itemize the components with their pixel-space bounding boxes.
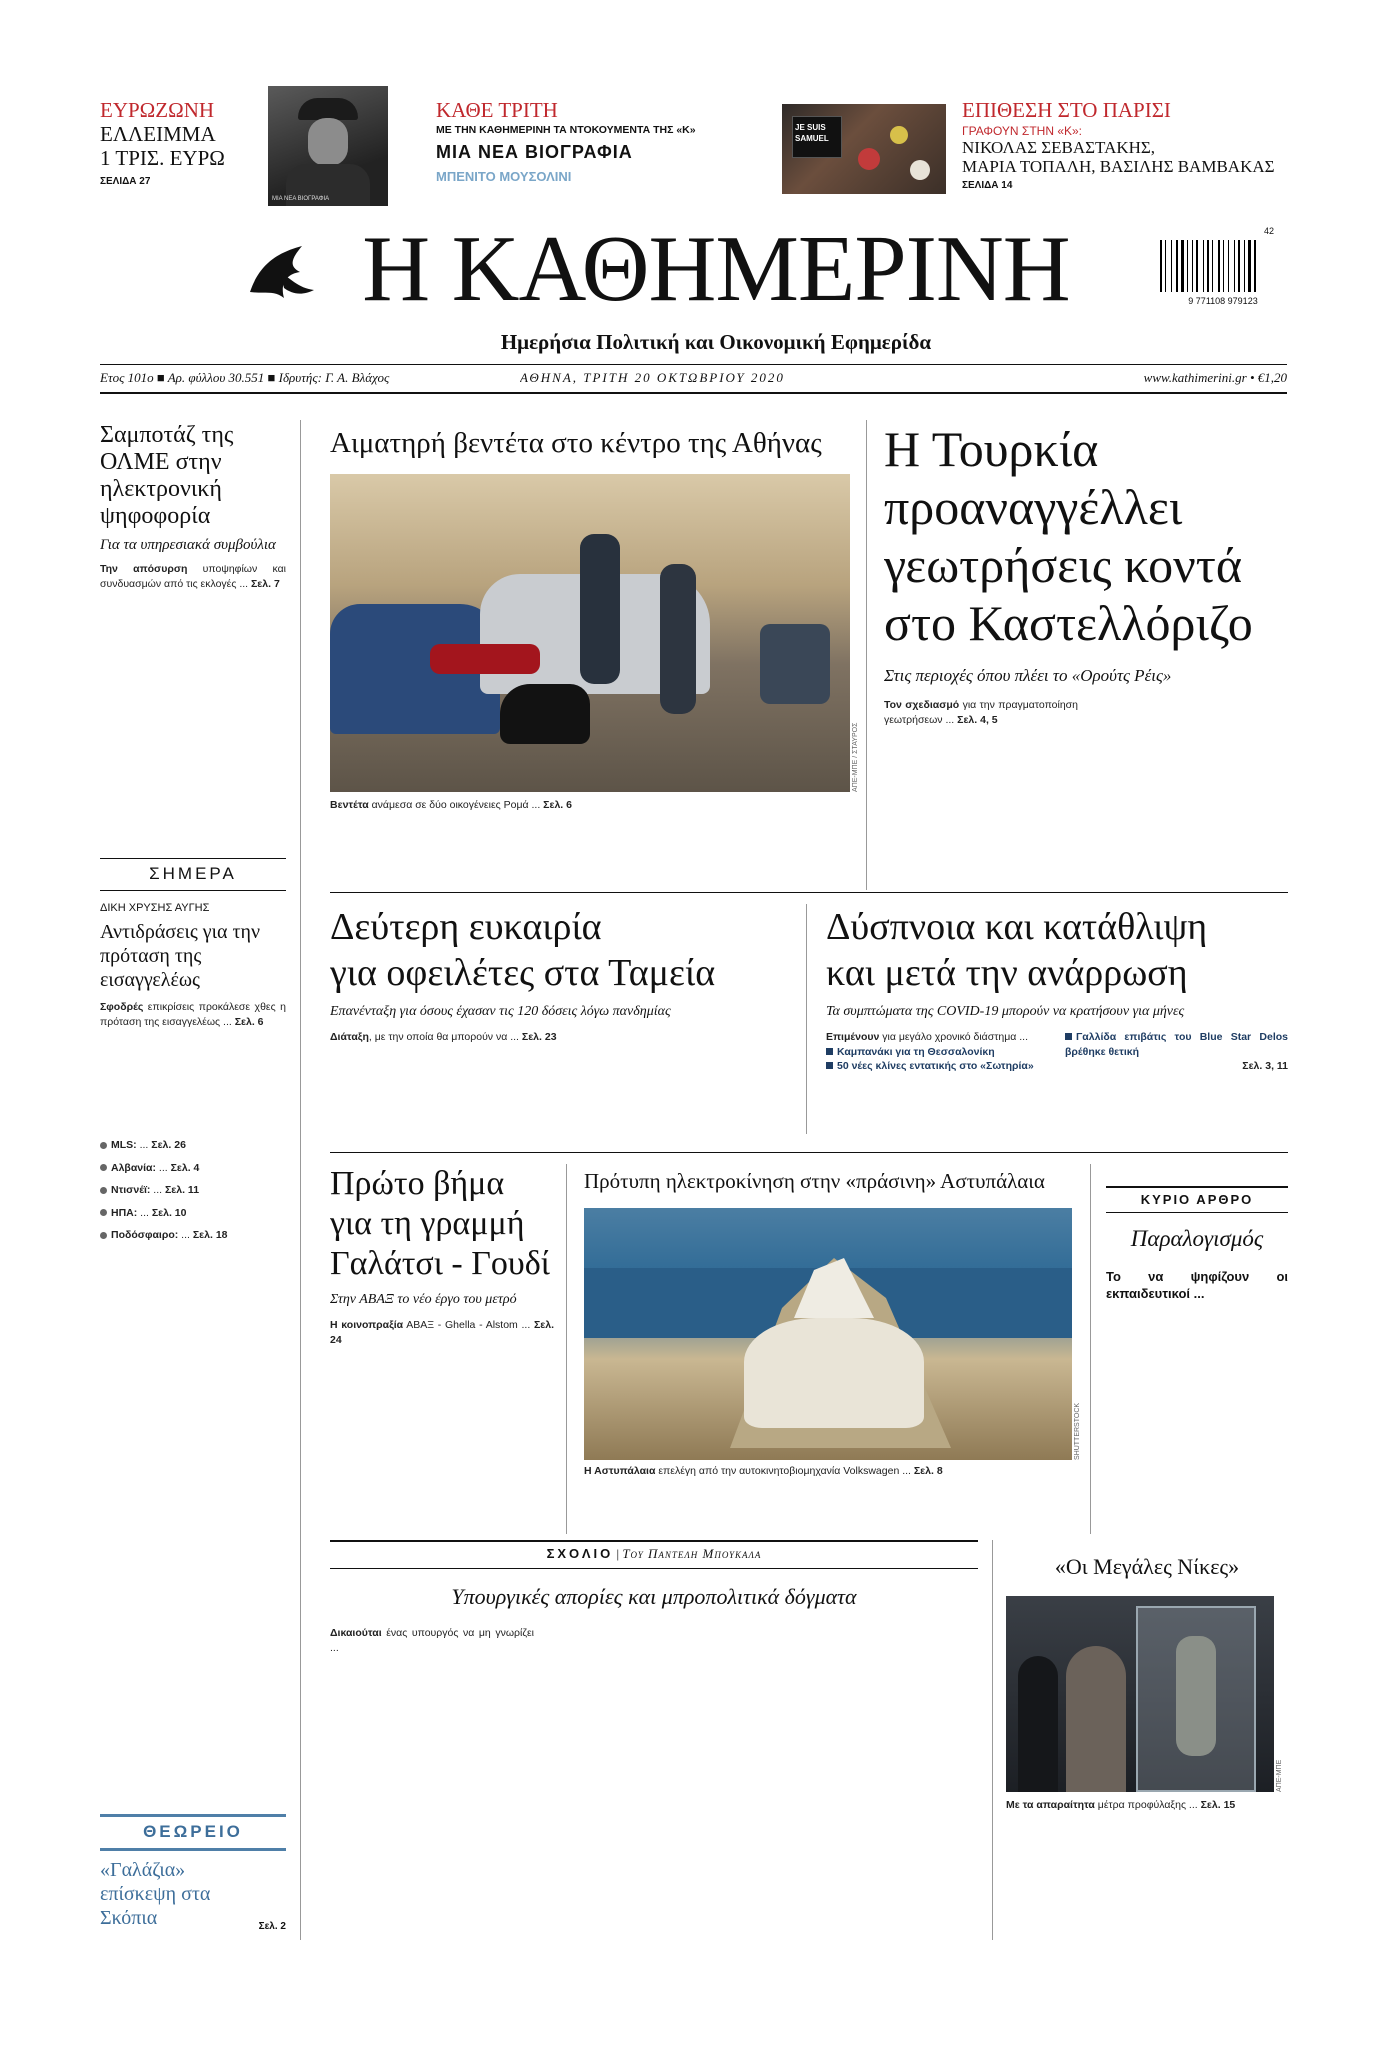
loans-story[interactable] [330, 904, 800, 1144]
issue-price: www.kathimerini.gr • €1,20 [1143, 370, 1287, 385]
story-headline: Δύσπνοια και κατάθλιψη [826, 906, 1208, 948]
story-subheadline: Στην ΑΒΑΞ το νέο έργο του μετρό [330, 1292, 517, 1307]
teaser-headline: 1 ΤΡΙΣ. ΕΥΡΩ [100, 146, 225, 170]
left-lead-story[interactable] [100, 422, 286, 842]
teaser-headline: ΜΙΑ ΝΕΑ ΒΙΟΓΡΑΦΙΑ [436, 142, 633, 162]
teaser-authors: ΝΙΚΟΛΑΣ ΣΕΒΑΣΤΑΚΗΣ, [962, 138, 1156, 157]
astypalaia-caption: Η Αστυπάλαια επελέγη από την αυτοκινητοβιομηχανία Volkswagen ... Σελ. 8 [584, 1465, 943, 1477]
teaser-sub: ΜΕ ΤΗΝ ΚΑΘΗΜΕΡΙΝΗ ΤΑ ΝΤΟΚΟΥΜΕΝΤΑ ΤΗΣ «Κ» [436, 124, 696, 136]
teaser-kicker: ΕΠΙΘΕΣΗ ΣΤΟ ΠΑΡΙΣΙ [962, 98, 1171, 122]
square-bullet-icon [1065, 1033, 1072, 1040]
story-headline: Αντιδράσεις για την πρόταση της εισαγγελέως [100, 921, 261, 991]
brief-item[interactable]: Ποδόσφαιρο: ... Σελ. 18 [100, 1228, 286, 1243]
square-bullet-icon [826, 1048, 833, 1055]
theoreio-story[interactable] [100, 1858, 286, 1938]
teaser-authors: ΜΑΡΙΑ ΤΟΠΑΛΗ, ΒΑΣΙΛΗΣ ΒΑΜΒΑΚΑΣ [962, 157, 1275, 176]
brief-item[interactable]: MLS: ... Σελ. 26 [100, 1138, 286, 1153]
museum-exhibition-image[interactable] [1006, 1596, 1274, 1792]
bullet-icon [100, 1164, 107, 1171]
brief-item[interactable]: Ντισνέϊ: ... Σελ. 11 [100, 1183, 286, 1198]
astypalaia-headline: Πρότυπη ηλεκτροκίνηση στην «πράσινη» Αστυπάλαια [584, 1169, 1045, 1193]
story-body: Διάταξη, με την οποία θα μπορούν να ... Σελ. 23 [330, 1031, 557, 1043]
vendetta-headline: Αιματηρή βεντέτα στο κέντρο της Αθήνας [330, 427, 822, 459]
issue-date: ΑΘΗΝΑ, ΤΡΙΤΗ 20 ΟΚΤΩΒΡΙΟΥ 2020 [520, 370, 785, 385]
metro-story[interactable] [330, 1164, 554, 1544]
story-subheadline: Για τα υπηρεσιακά συμβούλια [100, 537, 276, 553]
bullet-icon [100, 1142, 107, 1149]
story-headline: Πρώτο βήμα για τη γραμμή Γαλάτσι - Γουδί [330, 1165, 550, 1282]
book-cover-text: ΜΙΑ ΝΕΑ ΒΙΟΓΡΑΦΙΑ [272, 196, 330, 202]
bullet-icon [100, 1232, 107, 1239]
photo-credit: ΑΠΕ-ΜΠΕ [1276, 1759, 1283, 1792]
story-body: Σφοδρές επικρίσεις προκάλεσε χθες η πρόταση της εισαγγελέως ... Σελ. 6 [100, 1001, 286, 1028]
bullet-icon [100, 1187, 107, 1194]
story-body: Η κοινοπραξία ΑΒΑΞ - Ghella - Alstom ... Σελ. 24 [330, 1319, 554, 1346]
story-subheadline: Στις περιοχές όπου πλέει το «Ορούτς Ρέις» [884, 666, 1172, 685]
briefs-list [100, 1138, 286, 1778]
story-body: Την απόσυρση υποψηφίων και συνδυασμών από τις εκλογές ... Σελ. 7 [100, 563, 286, 590]
barcode [1160, 240, 1286, 310]
masthead-logo [240, 232, 324, 316]
barcode-issue: 42 [1264, 226, 1275, 236]
teaser-kicker: ΚΑΘΕ ΤΡΙΤΗ [436, 98, 558, 122]
paris-memorial-image[interactable] [782, 104, 946, 194]
barcode-number: 9 771108 979123 [1188, 296, 1258, 306]
book-cover-image[interactable] [268, 86, 388, 206]
teaser-name: ΜΠΕΝΙΤΟ ΜΟΥΣΟΛΙΝΙ [436, 169, 572, 184]
column-body: Δικαιούται ένας υπουργός να μη γνωρίζει ... [330, 1627, 534, 1654]
story-body: Επιμένουν για μεγάλο χρονικό διάστημα ... Καμπανάκι για τη Θεσσαλονίκη 50 νέες κλίνες εντατικής στο «Σωτηρία» Γαλλίδα επιβάτις του Blue Star Delos βρέθηκε θετική Σελ. 3, 11 [826, 1031, 1288, 1072]
editorial-label: ΚΥΡΙΟ ΑΡΘΡΟ [1140, 1192, 1254, 1207]
story-subheadline: Τα συμπτώματα της COVID-19 μπορούν να κρατήσουν για μήνες [826, 1004, 1185, 1019]
column-label: ΣΧΟΛΙΟ [546, 1546, 614, 1561]
masthead-title: Η ΚΑΘΗΜΕΡΙΝΗ [362, 217, 1070, 321]
teaser-page-ref: ΣΕΛΙΔΑ 14 [962, 180, 1013, 191]
story-headline: Σαμποτάζ της ΟΛΜΕ στην ηλεκτρονική ψηφοφορία [100, 422, 234, 529]
trial-story[interactable] [100, 902, 286, 1142]
story-headline: Η Τουρκία προαναγγέλλει γεωτρήσεις κοντά στο Καστελλόριζο [884, 421, 1253, 651]
brief-item[interactable]: ΗΠΑ: ... Σελ. 10 [100, 1206, 286, 1221]
teaser-kicker: ΕΥΡΩΖΩΝΗ [100, 98, 215, 122]
memorial-sign-text: JE SUIS SAMUEL [795, 123, 829, 143]
story-kicker: ΔΙΚΗ ΧΡΥΣΗΣ ΑΥΓΗΣ [100, 902, 210, 914]
story-headline: για οφειλέτες στα Ταμεία [330, 952, 716, 994]
covid-story[interactable] [826, 904, 1288, 1144]
photo-credit: SHUTTERSTOCK [1074, 1402, 1081, 1460]
photo-credit: ΑΠΕ-ΜΠΕ / ΣΤΑΥΡΟΣ [852, 722, 859, 792]
column-headline: Υπουργικές απορίες και μπροπολιτικά δόγματα [451, 1584, 857, 1609]
teaser-page-ref: ΣΕΛΙΔΑ 27 [100, 176, 151, 187]
brief-item[interactable]: Αλβανία: ... Σελ. 4 [100, 1161, 286, 1176]
section-label-simera: ΣΗΜΕΡΑ [149, 864, 237, 883]
editorial-headline: Παραλογισμός [1130, 1226, 1264, 1251]
teaser-sub: ΓΡΑΦΟΥΝ ΣΤΗΝ «Κ»: [962, 124, 1083, 138]
teaser-biography[interactable] [436, 98, 746, 202]
story-headline: Δεύτερη ευκαιρία [330, 906, 602, 948]
astypalaia-aerial-image[interactable] [584, 1208, 1072, 1460]
crime-scene-image[interactable] [330, 474, 850, 792]
story-page-ref: Σελ. 2 [258, 1921, 286, 1932]
editorial-body: Το να ψηφίζουν οι εκπαιδευτικοί ... [1106, 1269, 1288, 1301]
victories-caption: Με τα απαραίτητα μέτρα προφύλαξης ... Σελ. 15 [1006, 1799, 1236, 1811]
masthead-subtitle: Ημερήσια Πολιτική και Οικονομική Εφημερίδα [500, 330, 932, 354]
victories-headline: «Οι Μεγάλες Νίκες» [1054, 1554, 1240, 1579]
story-headline: και μετά την ανάρρωση [826, 952, 1188, 994]
turkey-story[interactable] [884, 420, 1288, 890]
vendetta-caption: Βεντέτα ανάμεσα σε δύο οικογένειες Ρομά ... Σελ. 6 [330, 799, 572, 811]
bullet-icon [100, 1209, 107, 1216]
story-subheadline: Επανένταξη για όσους έχασαν τις 120 δόσεις λόγω πανδημίας [330, 1004, 671, 1019]
teaser-paris[interactable] [962, 98, 1282, 202]
teaser-headline: ΕΛΛΕΙΜΜΑ [100, 122, 216, 146]
story-headline: «Γαλάζια» επίσκεψη στα Σκόπια [100, 1859, 211, 1929]
square-bullet-icon [826, 1062, 833, 1069]
teaser-eurozone[interactable] [100, 98, 260, 202]
section-label-theoreio: ΘΕΩΡΕΙΟ [143, 1822, 243, 1841]
issue-info: Ετος 101ο ■ Αρ. φύλλου 30.551 ■ Ιδρυτής: Γ. Α. Βλάχος [100, 370, 390, 385]
column-author: Του Παντελη Μπουκαλα [622, 1546, 762, 1561]
story-body: Τον σχεδιασμό για την πραγματοποίηση γεωτρήσεων ... Σελ. 4, 5 [884, 699, 1078, 726]
column-header: ΣΧΟΛΙΟ | Του Παντελη Μπουκαλα [546, 1546, 762, 1561]
